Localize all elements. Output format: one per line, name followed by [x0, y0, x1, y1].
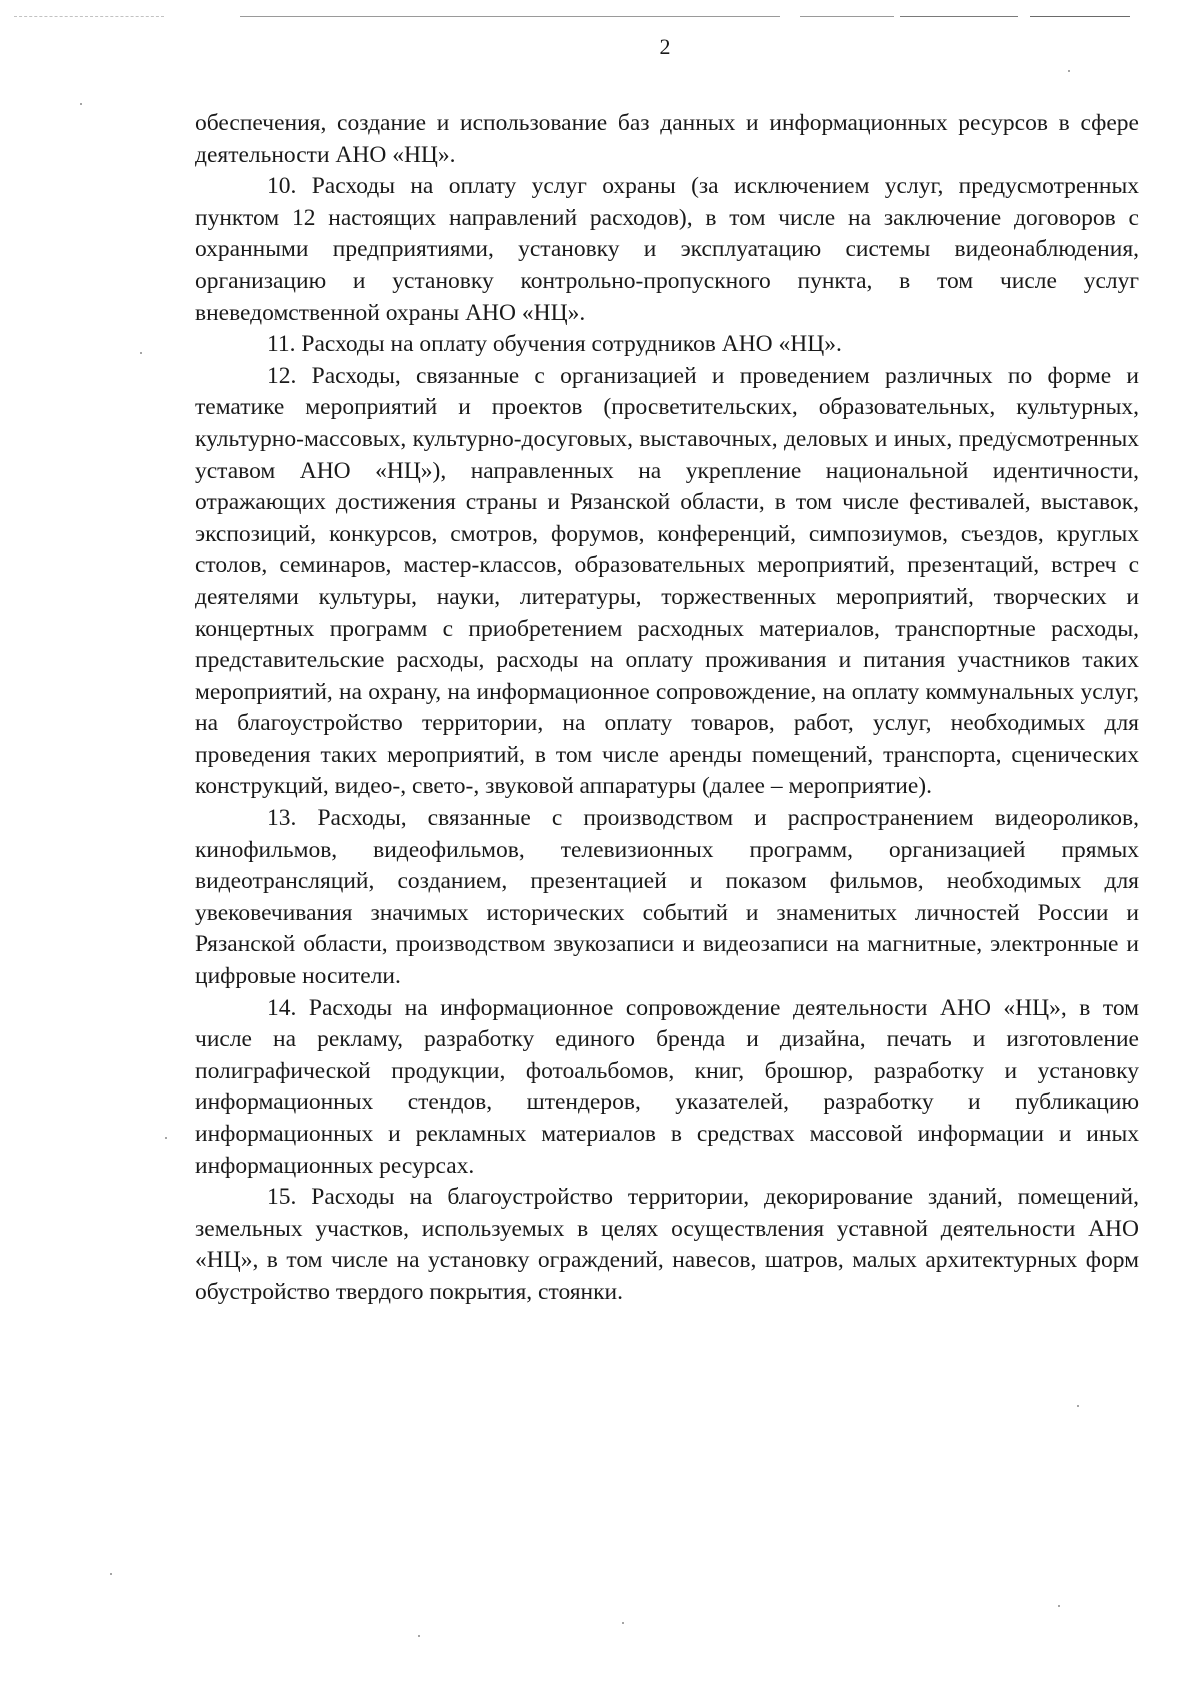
paragraph-item-14: 14. Расходы на информационное сопровождение деятельности АНО «НЦ», в том числе на рекламу, разработку единого бренда и дизайна, печать и изготовление полиграфической продукции, фотоальбомов, книг, брошюр, разработку и установку информационных стендов, штендеров, указателей, разработку и публикацию информационных и рекламных материалов в средствах массовой информации и иных информационных ресурсах. [195, 994, 1139, 1179]
paragraph-item-10: 10. Расходы на оплату услуг охраны (за исключением услуг, предусмотренных пунктом 12 настоящих направлений расходов), в том числе на заключение договоров с охранными предприятиями, установку и эксплуатацию системы видеонаблюдения, организацию и установку контрольно-пропускного пункта, в том числе услуг вневедомственной охраны АНО «НЦ». [195, 173, 1139, 326]
document-body [195, 108, 1139, 1309]
scan-edge-line [900, 16, 1018, 17]
paragraph-item-11: 11. Расходы на оплату обучения сотрудников АНО «НЦ». [267, 331, 842, 358]
scan-speck [418, 1635, 420, 1637]
scan-speck [165, 1137, 167, 1139]
scan-speck [110, 1573, 112, 1575]
scan-edge-line [800, 16, 894, 17]
paragraph-continuation: обеспечения, создание и использование баз данных и информационных ресурсов в сфере деятельности АНО «НЦ». [195, 110, 1139, 168]
scan-edge-line [240, 16, 780, 17]
scan-edge-line [14, 16, 164, 17]
scan-speck [1077, 1405, 1079, 1407]
scan-speck [80, 103, 82, 105]
page-number: 2 [659, 34, 671, 59]
paragraph-item-15: 15. Расходы на благоустройство территории, декорирование зданий, помещений, земельных участков, используемых в целях осуществления уставной деятельности АНО «НЦ», в том числе на установку ограждений, навесов, шатров, малых архитектурных форм обустройство твердого покрытия, стоянки. [195, 1184, 1139, 1305]
scan-speck [140, 352, 142, 354]
paragraph-item-12: 12. Расходы, связанные с организацией и проведением различных по форме и тематике мероприятий и проектов (просветительских, образовательных, культурных, культурно-массовых, культурно-досуговых, выставочных, деловых и иных, предусмотренных уставом АНО «НЦ»), направленных на укрепление национальной идентичности, отражающих достижения страны и Рязанской области, в том числе фестивалей, выставок, экспозиций, конкурсов, смотров, форумов, конференций, симпозиумов, съездов, круглых столов, семинаров, мастер-классов, образовательных мероприятий, презентаций, встреч с деятелями культуры, науки, литературы, торжественных мероприятий, творческих и концертных программ с приобретением расходных материалов, транспортные расходы, представительские расходы, расходы на оплату проживания и питания участников таких мероприятий, на охрану, на информационное сопровождение, на оплату коммунальных услуг, на благоустройство территории, на оплату товаров, работ, услуг, необходимых для проведения таких мероприятий, в том числе аренды помещений, транспорта, сценических конструкций, видео-, свето-, звуковой аппаратуры (далее – мероприятие). [195, 362, 1139, 800]
scan-speck [622, 1622, 624, 1624]
scan-speck [1068, 70, 1070, 72]
paragraph-item-13: 13. Расходы, связанные с производством и распространением видеороликов, кинофильмов, видеофильмов, телевизионных программ, организацией прямых видеотрансляций, созданием, презентацией и показом фильмов, необходимых для увековечивания значимых исторических событий и знаменитых личностей России и Рязанской области, производством звукозаписи и видеозаписи на магнитные, электронные и цифровые носители. [195, 805, 1139, 990]
scan-speck [1058, 1605, 1060, 1607]
scan-edge-line [1030, 16, 1130, 17]
